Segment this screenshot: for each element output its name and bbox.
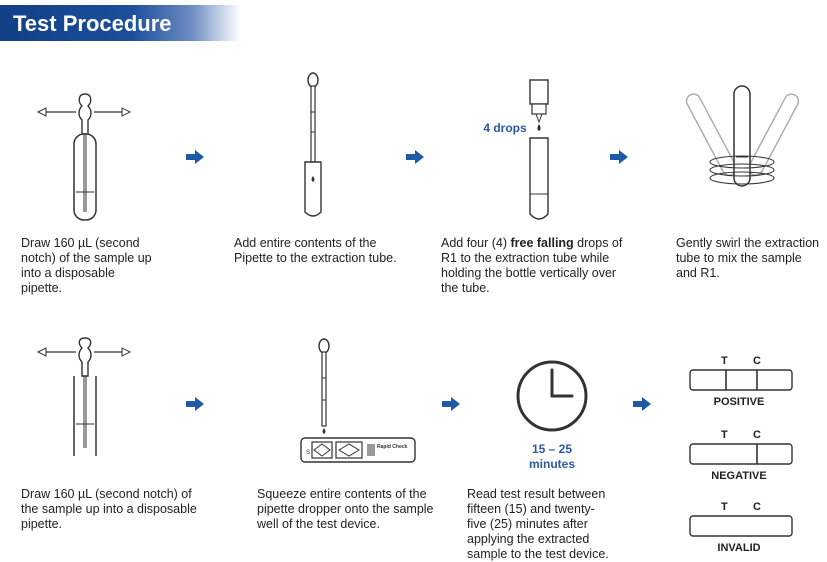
arrow-right-icon [610,150,628,164]
step-3-text-bold: free falling [510,236,574,250]
negative-strip-figure [689,443,793,467]
dropper-bottle-figure [520,78,560,223]
invalid-strip-figure [689,515,793,539]
result-t-marker: T [721,501,728,513]
result-c-marker: C [753,429,761,441]
pipette-draw-figure [38,338,133,458]
step-3-text-end: drops of R1 to the extraction tube while holding the bottle vertically over the tube. [441,236,623,295]
result-t-marker: T [721,429,728,441]
step-3-text-start: Add four (4) [441,236,511,250]
arrow-right-icon [186,150,204,164]
step-2-text: Add entire contents of the Pipette to the extraction tube. [234,236,397,265]
step-3-text [441,236,626,296]
swirl-tube-figure [688,82,798,197]
step-4-text: Gently swirl the extraction tube to mix the sample and R1. [676,236,820,280]
time-window-label: 15 – 25 minutes [528,442,575,471]
step-5-text: Draw 160 µL (second notch) of the sample up into a disposable pipette. [21,487,197,531]
arrow-right-icon [186,397,204,411]
result-c-marker: C [753,355,761,367]
svg-text:S: S [306,450,311,456]
result-label-positive: POSITIVE [713,396,765,408]
arrow-right-icon [633,397,651,411]
page-title: Test Procedure [13,11,172,36]
pipette-add-figure [293,72,333,222]
drops-label: 4 drops [483,121,527,135]
pipette-draw-figure [38,92,133,224]
result-t-marker: T [721,355,728,367]
section-header [0,5,240,41]
arrow-right-icon [406,150,424,164]
step-1-text: Draw 160 µL (second notch) of the sample up into a disposable pipette. [21,236,152,295]
result-c-marker: C [753,501,761,513]
positive-strip-figure [689,369,793,393]
arrow-right-icon [442,397,460,411]
result-label-negative: NEGATIVE [711,470,767,482]
step-6-text: Squeeze entire contents of the pipette dropper onto the sample well of the test device. [257,487,434,531]
step-7-text: Read test result between fifteen (15) and twenty-five (25) minutes after applying the extracted sample to the test device. [467,487,609,561]
device-brand-label: Rapid Check [377,444,408,450]
clock-icon [514,358,590,434]
result-label-invalid: INVALID [717,542,761,554]
